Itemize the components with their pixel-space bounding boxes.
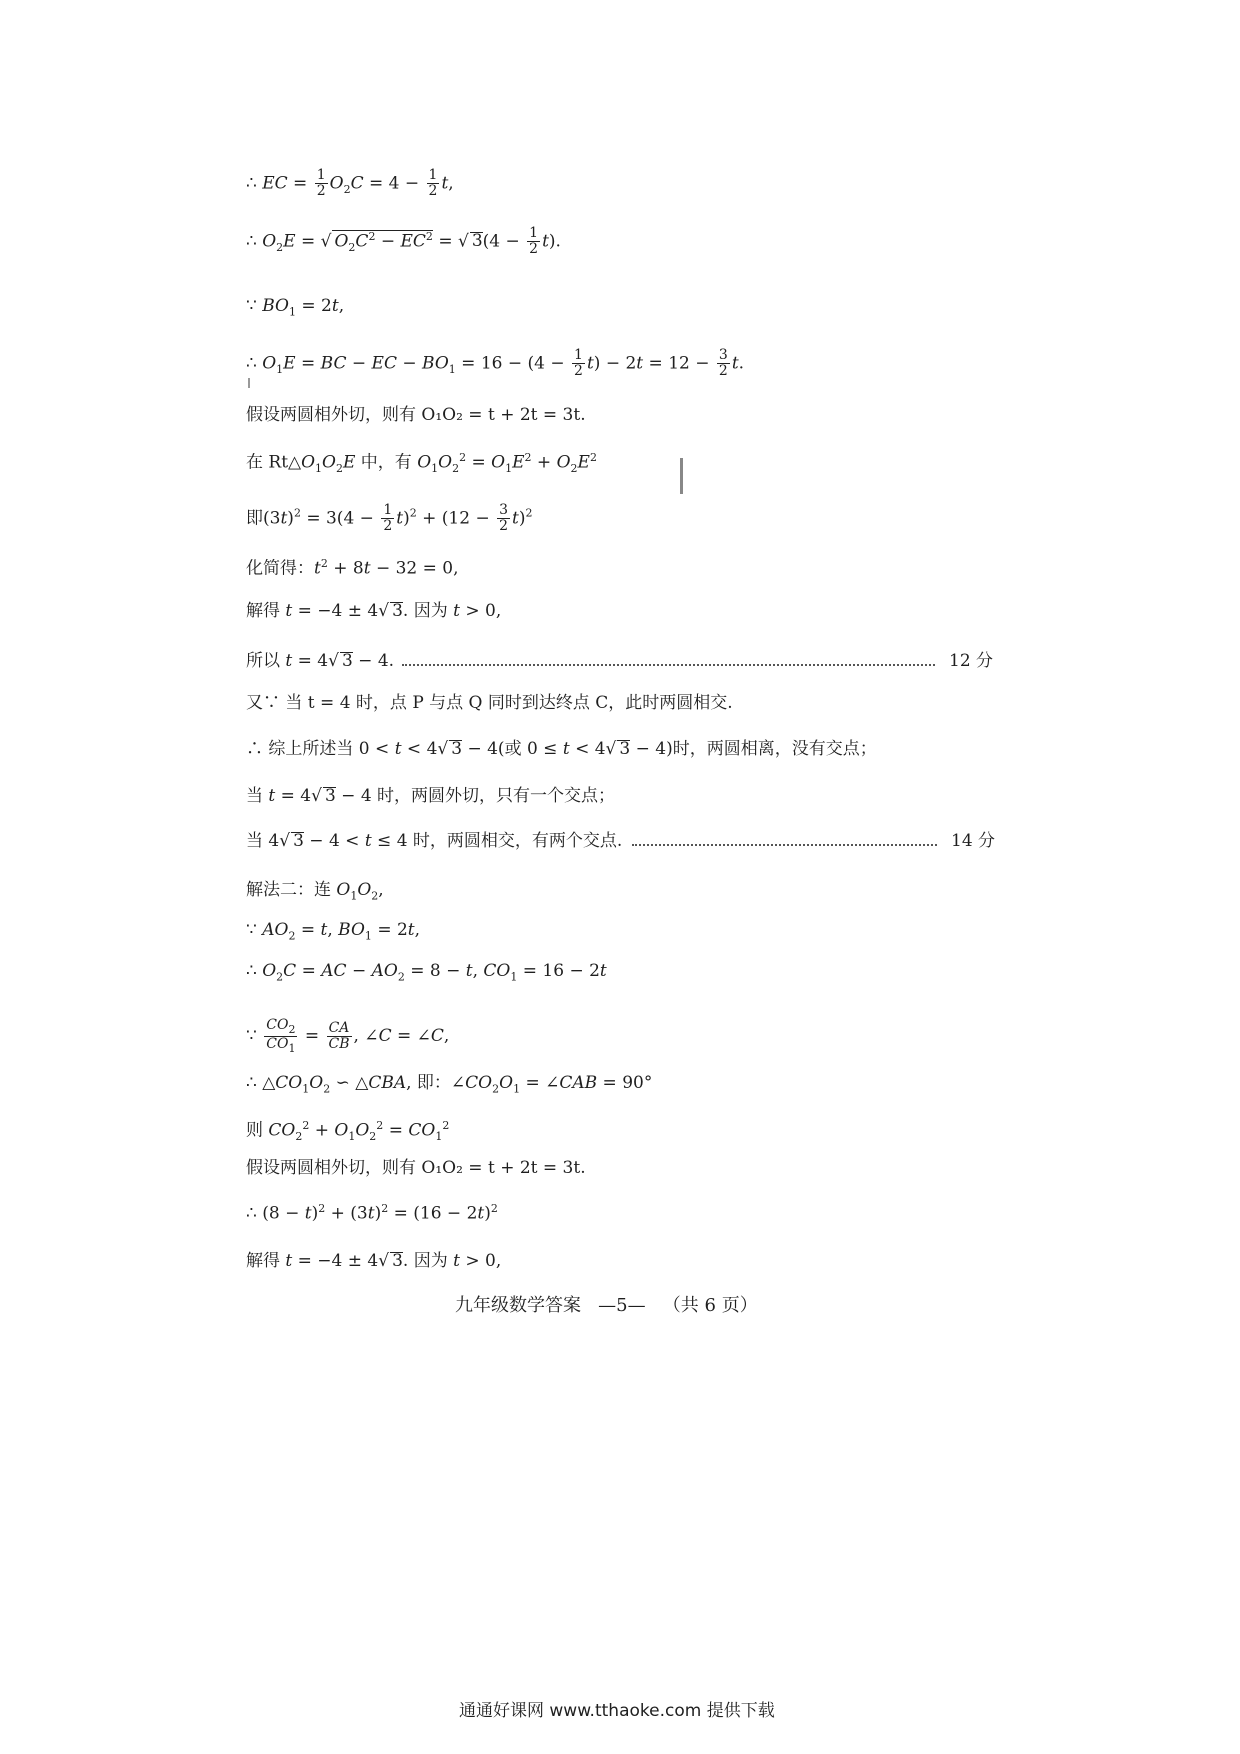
- page-footer: [455, 1291, 758, 1317]
- score-label: 14 分: [951, 831, 996, 851]
- solution-line: 假设两圆相外切，则有 O₁O₂ = t + 2t = 3t.: [246, 1158, 586, 1178]
- solution-line: ∵ $AO_2 = t$, $BO_1 = 2t$,: [246, 920, 421, 943]
- solution-line: 当 t = 4√ 3 − 4 时，两圆外切，只有一个交点；: [246, 786, 616, 806]
- solution-line: 在 $Rt\triangle O_1O_2E$ 中，有 $O_1O_2^2 = O_1E^2 + O_2E^2$: [246, 451, 597, 476]
- solution-line: 假设两圆相外切，则有 O₁O₂ = t + 2t = 3t.: [246, 405, 586, 425]
- page-total: （共 6 页）: [662, 1295, 758, 1316]
- solution-line: 解得 t = −4 ± 4√ 3. 因为 t > 0,: [246, 601, 502, 621]
- scan-artifact: [248, 378, 250, 388]
- footer-title: 九年级数学答案: [455, 1295, 581, 1316]
- solution-line: ∴ $O_1E$ = BC − EC − $BO_1 = 16 - (4$ − $\frac{1}{2}$ t) − 2t = 12 − $\frac{3}{2}$ t.: [246, 347, 745, 380]
- page-number: —5—: [598, 1295, 646, 1316]
- solution-line: 解法二：连 $O_1O_2$,: [246, 880, 384, 903]
- source-credit: 通通好课网 www.tthaoke.com 提供下载: [459, 1701, 775, 1721]
- solution-line: 又∵ 当 t = 4 时，点 P 与点 Q 同时到达终点 C，此时两圆相交.: [246, 693, 733, 713]
- solution-line: 化简得：$t^2 + 8t - 32 = 0$,: [246, 557, 459, 579]
- dot-leader: [402, 664, 935, 666]
- solution-line: ∴ $(8 - t)^2 + (3t)^2 = (16 - 2t)^2$: [246, 1202, 498, 1224]
- score-label: 12 分: [949, 651, 994, 671]
- solution-line: ∴ $O_2C$ = AC − $AO_2 = 8 - t$, $CO_1 = 16 - 2t$: [246, 961, 607, 984]
- solution-line: ∴ 综上所述当 0 < t < 4√ 3 − 4(或 0 ≤ t < 4√ 3 − 4)时，两圆相离，没有交点；: [246, 739, 877, 759]
- solution-line: 当 4√ 3 − 4 < t ≤ 4 时，两圆相交，有两个交点.: [246, 831, 623, 851]
- solution-line: ∵ $\frac{CO_2}{CO_1}$ = $\frac{CA}{CB}$ , ∠C = ∠C,: [246, 1017, 450, 1055]
- solution-line: 则 $CO_2^2 + O_1O_2^2 = CO_1^2$: [246, 1119, 450, 1144]
- scan-artifact: [680, 458, 683, 494]
- solution-line: ∴ EC = $\frac{1}{2}$ $O_2C = 4$ − $\frac{1}{2}$ t,: [246, 167, 454, 200]
- solution-line: ∴ $\triangle CO_1O_2$ ∽ △CBA, 即：$\angle CO_2O_1$ = ∠CAB = 90°: [246, 1073, 653, 1096]
- solution-line: 解得 t = −4 ± 4√ 3. 因为 t > 0,: [246, 1251, 502, 1271]
- solution-line: 所以 t = 4√ 3 − 4.: [246, 651, 395, 671]
- dot-leader: [632, 844, 937, 846]
- solution-line: ∵ $BO_1 = 2t$,: [246, 296, 345, 319]
- solution-line: ∴ $O_2E$ = √ $O_2C^2 - EC^2$ = √ 3(4 − $\frac{1}{2}$ t).: [246, 225, 561, 258]
- solution-line: 即$(3t)^2 = 3(4$ − $\frac{1}{2}$ t)$^2$ + (12 − $\frac{3}{2}$ t)$^2$: [246, 502, 533, 535]
